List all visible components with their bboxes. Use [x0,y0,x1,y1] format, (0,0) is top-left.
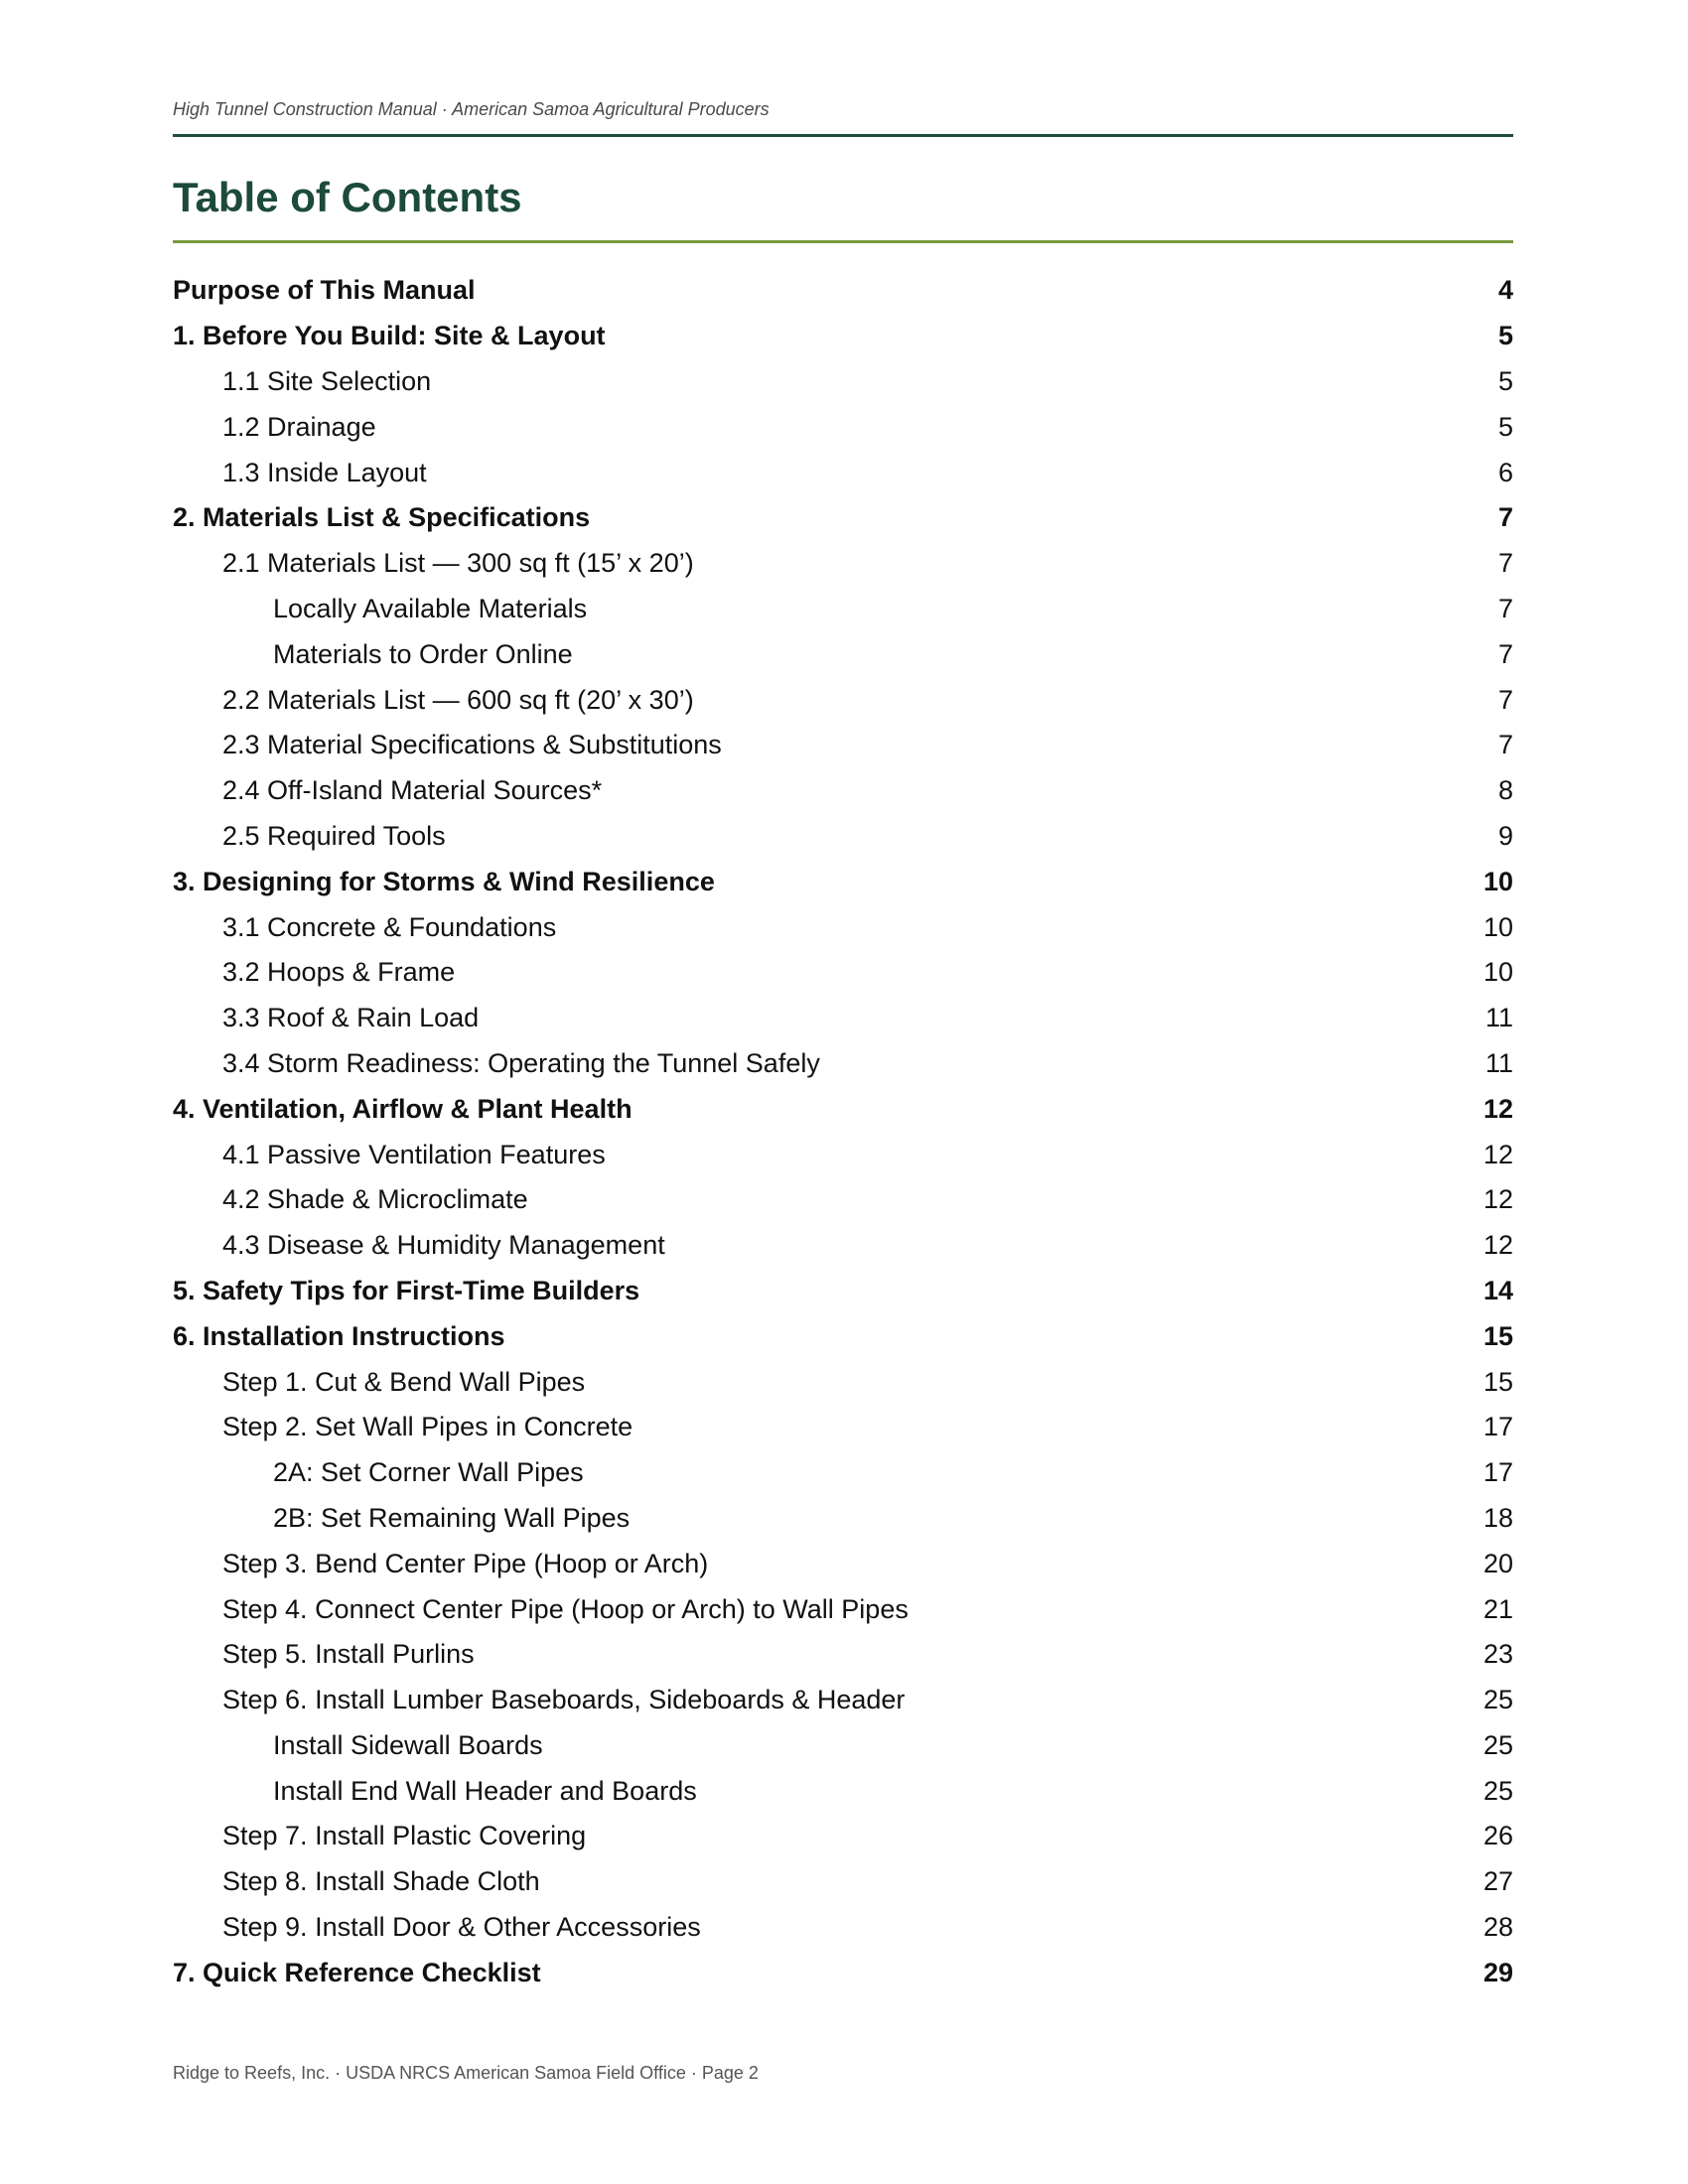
toc-entry-label: 3.2 Hoops & Frame [222,957,456,988]
toc-entry-page-number: 20 [1482,1548,1513,1578]
toc-entry[interactable] [173,1814,1513,1859]
toc-entry[interactable] [173,359,1513,405]
toc-entry-label: 2A: Set Corner Wall Pipes [273,1457,584,1488]
toc-entry[interactable] [173,404,1513,450]
toc-entry-page-number: 7 [1497,684,1513,715]
toc-entry-page-number: 7 [1497,548,1513,579]
toc-entry-label: Step 7. Install Plastic Covering [222,1821,587,1851]
toc-entry-page-number: 5 [1497,321,1513,351]
toc-entry-page-number: 27 [1482,1866,1513,1897]
toc-entry-page-number: 26 [1482,1821,1513,1851]
toc-entry[interactable] [173,1269,1513,1314]
toc-entry-label: 2.5 Required Tools [222,820,446,851]
toc-entry-page-number: 15 [1482,1366,1513,1397]
toc-entry-label: 3. Designing for Storms & Wind Resilience [173,866,715,896]
toc-entry[interactable] [173,1541,1513,1586]
toc-entry[interactable] [173,1177,1513,1223]
toc-entry-page-number: 10 [1482,911,1513,942]
toc-entry-label: Step 4. Connect Center Pipe (Hoop or Arch) to Wall Pipes [222,1593,909,1624]
toc-entry-label: Install End Wall Header and Boards [273,1775,697,1806]
toc-entry[interactable] [173,314,1513,359]
toc-entry-page-number: 17 [1482,1412,1513,1442]
toc-entry-label: 3.1 Concrete & Foundations [222,911,557,942]
toc-entry[interactable] [173,950,1513,996]
toc-entry-label: 2.1 Materials List — 300 sq ft (15’ x 20’) [222,548,694,579]
toc-entry-label: 6. Installation Instructions [173,1320,505,1351]
toc-entry[interactable] [173,1359,1513,1405]
toc-entry-page-number: 10 [1482,957,1513,988]
toc-entry-page-number: 9 [1497,820,1513,851]
toc-entry-page-number: 17 [1482,1457,1513,1488]
toc-entry-label: Locally Available Materials [273,593,588,623]
toc-entry-label: 4.1 Passive Ventilation Features [222,1139,606,1169]
toc-entry-page-number: 11 [1484,1047,1513,1078]
toc-entry-label: 2B: Set Remaining Wall Pipes [273,1502,631,1533]
toc-entry-page-number: 6 [1497,457,1513,487]
toc-entry[interactable] [173,1905,1513,1951]
toc-entry[interactable] [173,1313,1513,1359]
toc-entry[interactable] [173,904,1513,950]
toc-entry-label: 4. Ventilation, Airflow & Plant Health [173,1093,633,1124]
toc-entry-label: Materials to Order Online [273,638,573,669]
toc-entry-label: 2. Materials List & Specifications [173,502,591,533]
toc-entry[interactable] [173,631,1513,677]
toc-entry[interactable] [173,1496,1513,1542]
toc-entry-page-number: 7 [1497,502,1513,533]
toc-entry-label: 2.3 Material Specifications & Substitutions [222,730,722,760]
toc-entry-page-number: 7 [1497,638,1513,669]
toc-entry-page-number: 12 [1482,1230,1513,1261]
toc-entry[interactable] [173,1086,1513,1132]
toc-entry[interactable] [173,1586,1513,1632]
toc-entry-page-number: 5 [1497,365,1513,396]
toc-entry-label: Install Sidewall Boards [273,1729,543,1760]
toc-entry-label: Step 3. Bend Center Pipe (Hoop or Arch) [222,1548,709,1578]
toc-entry-label: Step 8. Install Shade Cloth [222,1866,540,1897]
toc-entry[interactable] [173,495,1513,541]
toc-entry-label: 1. Before You Build: Site & Layout [173,321,606,351]
toc-entry[interactable] [173,541,1513,587]
toc-entry[interactable] [173,996,1513,1041]
toc-entry[interactable] [173,723,1513,768]
toc-entry-label: 1.2 Drainage [222,411,376,442]
toc-entry-label: 2.2 Materials List — 600 sq ft (20’ x 30’) [222,684,694,715]
page-footer: Ridge to Reefs, Inc. · USDA NRCS American Samoa Field Office · Page 2 [173,2063,759,2083]
table-of-contents [173,268,1513,1995]
toc-entry[interactable] [173,268,1513,314]
toc-entry-page-number: 15 [1482,1320,1513,1351]
toc-entry[interactable] [173,1223,1513,1269]
toc-entry-label: Step 5. Install Purlins [222,1639,475,1670]
toc-entry-page-number: 28 [1482,1912,1513,1943]
toc-entry-label: Step 9. Install Door & Other Accessories [222,1912,701,1943]
toc-entry-page-number: 29 [1482,1957,1513,1987]
toc-entry-page-number: 5 [1497,411,1513,442]
toc-entry[interactable] [173,859,1513,904]
toc-entry-label: Step 1. Cut & Bend Wall Pipes [222,1366,586,1397]
toc-entry[interactable] [173,1632,1513,1678]
toc-entry-label: 2.4 Off-Island Material Sources* [222,775,603,806]
running-header: High Tunnel Construction Manual · American Samoa Agricultural Producers [173,99,770,119]
toc-entry-page-number: 25 [1482,1775,1513,1806]
toc-entry-page-number: 25 [1482,1685,1513,1715]
toc-entry[interactable] [173,1678,1513,1723]
toc-entry-page-number: 4 [1497,275,1513,306]
toc-entry-page-number: 12 [1482,1184,1513,1215]
toc-entry-label: 1.1 Site Selection [222,365,432,396]
toc-entry[interactable] [173,1723,1513,1769]
toc-entry[interactable] [173,1450,1513,1496]
page-title: Table of Contents [173,174,522,220]
toc-entry-label: 4.3 Disease & Humidity Management [222,1230,665,1261]
toc-entry[interactable] [173,1950,1513,1995]
toc-entry-page-number: 21 [1482,1593,1513,1624]
toc-entry-label: 3.3 Roof & Rain Load [222,1003,480,1033]
toc-entry-page-number: 12 [1482,1093,1513,1124]
toc-entry[interactable] [173,768,1513,814]
toc-entry-label: 4.2 Shade & Microclimate [222,1184,528,1215]
toc-entry[interactable] [173,450,1513,495]
toc-entry-label: Step 6. Install Lumber Baseboards, Sideboards & Header [222,1685,906,1715]
toc-entry-page-number: 12 [1482,1139,1513,1169]
toc-entry-label: Step 2. Set Wall Pipes in Concrete [222,1412,633,1442]
toc-entry-page-number: 7 [1497,593,1513,623]
toc-entry[interactable] [173,1132,1513,1177]
toc-entry-page-number: 10 [1482,866,1513,896]
toc-entry[interactable] [173,1768,1513,1814]
toc-entry-page-number: 18 [1482,1502,1513,1533]
toc-entry-label: 1.3 Inside Layout [222,457,427,487]
toc-entry-page-number: 8 [1497,775,1513,806]
toc-entry-page-number: 11 [1484,1003,1513,1033]
toc-entry-label: 7. Quick Reference Checklist [173,1957,541,1987]
toc-entry-label: Purpose of This Manual [173,275,476,306]
toc-entry-label: 5. Safety Tips for First-Time Builders [173,1275,640,1305]
title-divider [173,240,1513,243]
toc-entry[interactable] [173,677,1513,723]
toc-entry[interactable] [173,1859,1513,1905]
toc-entry[interactable] [173,587,1513,632]
toc-entry-page-number: 14 [1482,1275,1513,1305]
toc-entry-page-number: 23 [1482,1639,1513,1670]
toc-entry-page-number: 7 [1497,730,1513,760]
toc-entry[interactable] [173,1041,1513,1087]
toc-entry-page-number: 25 [1482,1729,1513,1760]
header-divider [173,134,1513,137]
toc-entry-label: 3.4 Storm Readiness: Operating the Tunnel Safely [222,1047,820,1078]
toc-entry[interactable] [173,1405,1513,1450]
toc-entry[interactable] [173,814,1513,860]
